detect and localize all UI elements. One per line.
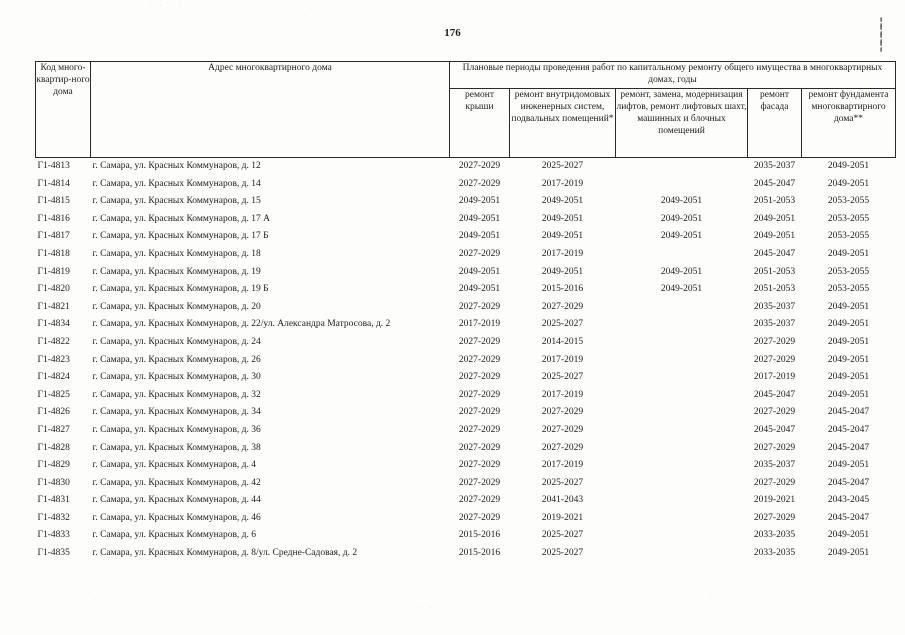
cell-code: Г1-4818 (37, 248, 70, 259)
cell-address: г. Самара, ул. Красных Коммунаров, д. 19 (92, 266, 261, 277)
header-facade: ремонт фасада (748, 89, 802, 158)
cell-address: г. Самара, ул. Красных Коммунаров, д. 30 (92, 372, 261, 383)
table-row (36, 264, 896, 282)
table-row (36, 457, 896, 475)
cell-code: Г1-4821 (37, 301, 70, 312)
cell-code: Г1-4834 (37, 319, 70, 330)
cell-lifts (616, 352, 748, 370)
cell-lifts (616, 176, 748, 194)
cell-roof: 2027-2029 (458, 336, 501, 347)
cell-systems: 2017-2019 (541, 389, 584, 400)
cell-facade: 2051-2053 (753, 196, 796, 207)
cell-lifts (616, 158, 748, 176)
table-row (36, 193, 896, 211)
cell-code: Г1-4831 (37, 495, 70, 506)
cell-lifts (616, 545, 748, 563)
cell-lifts (616, 527, 748, 545)
cell-lifts (616, 334, 748, 352)
cell-roof: 2015-2016 (458, 530, 501, 541)
table-row (36, 387, 896, 405)
cell-lifts (616, 510, 748, 528)
cell-facade: 2045-2047 (753, 389, 796, 400)
cell-address: г. Самара, ул. Красных Коммунаров, д. 14 (92, 178, 261, 189)
table-row (36, 334, 896, 352)
cell-facade: 2051-2053 (753, 266, 796, 277)
cell-facade: 2049-2051 (753, 231, 796, 242)
cell-lifts (616, 316, 748, 334)
cell-systems: 2025-2027 (541, 372, 584, 383)
cell-lifts (616, 492, 748, 510)
table-row (36, 246, 896, 264)
cell-code: Г1-4819 (37, 266, 70, 277)
cell-facade: 2027-2029 (753, 336, 796, 347)
page-number: 176 (444, 27, 461, 39)
cell-facade: 2027-2029 (753, 354, 796, 365)
cell-facade: 2035-2037 (753, 161, 796, 171)
cell-code: Г1-4813 (37, 161, 70, 171)
cell-systems: 2025-2027 (541, 530, 584, 541)
cell-code: Г1-4824 (37, 372, 70, 383)
cell-code: Г1-4833 (37, 530, 70, 541)
cell-lifts: 2049-2051 (660, 213, 703, 224)
cell-lifts (616, 387, 748, 405)
cell-roof: 2027-2029 (458, 161, 501, 171)
cell-address: г. Самара, ул. Красных Коммунаров, д. 36 (92, 424, 261, 435)
cell-foundation: 2049-2051 (827, 178, 870, 189)
cell-facade: 2035-2037 (753, 460, 796, 471)
cell-lifts (616, 475, 748, 493)
cell-foundation: 2053-2055 (827, 266, 870, 277)
cell-code: Г1-4826 (37, 407, 70, 418)
cell-systems: 2017-2019 (541, 248, 584, 259)
cell-facade: 2027-2029 (753, 407, 796, 418)
cell-lifts (616, 299, 748, 317)
cell-systems: 2019-2021 (541, 512, 584, 523)
cell-roof: 2015-2016 (458, 548, 501, 559)
cell-code: Г1-4830 (37, 477, 70, 488)
cell-roof: 2027-2029 (458, 354, 501, 365)
repair-schedule-table (35, 61, 896, 563)
cell-facade: 2035-2037 (753, 319, 796, 330)
scan-noise: · · ˙ (420, 605, 444, 611)
cell-facade: 2049-2051 (753, 213, 796, 224)
cell-foundation: 2045-2047 (827, 407, 870, 418)
cell-systems: 2027-2029 (541, 407, 584, 418)
cell-address: г. Самара, ул. Красных Коммунаров, д. 42 (92, 477, 261, 488)
cell-systems: 2025-2027 (541, 161, 584, 171)
table-row (36, 281, 896, 299)
cell-address: г. Самара, ул. Красных Коммунаров, д. 17 Б (92, 231, 269, 242)
table-row (36, 545, 896, 563)
cell-roof: 2027-2029 (458, 442, 501, 453)
cell-facade: 2033-2035 (753, 548, 796, 559)
cell-facade: 2033-2035 (753, 530, 796, 541)
cell-address: г. Самара, ул. Красных Коммунаров, д. 20 (92, 301, 261, 312)
cell-foundation: 2049-2051 (827, 530, 870, 541)
cell-lifts: 2049-2051 (660, 266, 703, 277)
cell-address: г. Самара, ул. Красных Коммунаров, д. 19 Б (92, 284, 269, 295)
cell-roof: 2049-2051 (458, 196, 501, 207)
cell-address: г. Самара, ул. Красных Коммунаров, д. 18 (92, 248, 261, 259)
cell-address: г. Самара, ул. Красных Коммунаров, д. 15 (92, 196, 261, 207)
cell-roof: 2027-2029 (458, 372, 501, 383)
table-row (36, 369, 896, 387)
header-roof: ремонт крыши (450, 89, 510, 158)
cell-foundation: 2049-2051 (827, 336, 870, 347)
table-row (36, 316, 896, 334)
table-row (36, 510, 896, 528)
table-row (36, 352, 896, 370)
cell-facade: 2051-2053 (753, 284, 796, 295)
cell-systems: 2025-2027 (541, 319, 584, 330)
cell-foundation: 2043-2045 (827, 495, 870, 506)
table-row (36, 158, 896, 176)
cell-systems: 2025-2027 (541, 548, 584, 559)
cell-systems: 2049-2051 (541, 266, 584, 277)
cell-code: Г1-4829 (37, 460, 70, 471)
table-row (36, 527, 896, 545)
cell-address: г. Самара, ул. Красных Коммунаров, д. 26 (92, 354, 261, 365)
cell-facade: 2035-2037 (753, 301, 796, 312)
header-code: Код много-квартир-ного дома (36, 62, 91, 158)
cell-facade: 2045-2047 (753, 248, 796, 259)
cell-roof: 2027-2029 (458, 477, 501, 488)
cell-roof: 2049-2051 (458, 231, 501, 242)
cell-roof: 2027-2029 (458, 424, 501, 435)
cell-address: г. Самара, ул. Красных Коммунаров, д. 24 (92, 336, 261, 347)
table-row (36, 440, 896, 458)
cell-roof: 2027-2029 (458, 407, 501, 418)
cell-foundation: 2049-2051 (827, 460, 870, 471)
cell-code: Г1-4825 (37, 389, 70, 400)
cell-foundation: 2049-2051 (827, 161, 870, 171)
cell-roof: 2027-2029 (458, 248, 501, 259)
cell-roof: 2049-2051 (458, 266, 501, 277)
cell-address: г. Самара, ул. Красных Коммунаров, д. 12 (92, 161, 261, 171)
cell-lifts (616, 404, 748, 422)
cell-lifts (616, 422, 748, 440)
cell-address: г. Самара, ул. Красных Коммунаров, д. 38 (92, 442, 261, 453)
cell-roof: 2017-2019 (458, 319, 501, 330)
header-systems: ремонт внутридомовых инженерных систем, подвальных помещений* (510, 89, 616, 158)
cell-roof: 2027-2029 (458, 301, 501, 312)
cell-lifts (616, 457, 748, 475)
scan-edge-mark: ╏ ╏ ╏ ╏ (877, 18, 885, 53)
cell-roof: 2027-2029 (458, 512, 501, 523)
cell-systems: 2015-2016 (541, 284, 584, 295)
cell-lifts (616, 440, 748, 458)
table-row (36, 228, 896, 246)
scan-noise: · ˙ · · ˙ (60, 590, 103, 596)
cell-lifts (616, 369, 748, 387)
table-row (36, 299, 896, 317)
cell-address: г. Самара, ул. Красных Коммунаров, д. 46 (92, 512, 261, 523)
header-foundation: ремонт фундамента многоквартирного дома** (802, 89, 896, 158)
table-row (36, 492, 896, 510)
table-row (36, 176, 896, 194)
scan-noise: ˙ · · (300, 6, 324, 12)
cell-systems: 2017-2019 (541, 354, 584, 365)
table-row (36, 211, 896, 229)
header-address: Адрес многоквартирного дома (91, 62, 450, 158)
cell-systems: 2014-2015 (541, 336, 584, 347)
cell-facade: 2045-2047 (753, 178, 796, 189)
cell-code: Г1-4835 (37, 548, 70, 559)
cell-roof: 2027-2029 (458, 178, 501, 189)
cell-address: г. Самара, ул. Красных Коммунаров, д. 4 (92, 460, 257, 471)
cell-code: Г1-4817 (37, 231, 70, 242)
cell-roof: 2027-2029 (458, 389, 501, 400)
cell-foundation: 2045-2047 (827, 442, 870, 453)
cell-roof: 2049-2051 (458, 213, 501, 224)
cell-code: Г1-4820 (37, 284, 70, 295)
cell-lifts: 2049-2051 (660, 284, 703, 295)
cell-roof: 2027-2029 (458, 460, 501, 471)
cell-systems: 2017-2019 (541, 460, 584, 471)
cell-foundation: 2049-2051 (827, 301, 870, 312)
cell-roof: 2049-2051 (458, 284, 501, 295)
cell-systems: 2049-2051 (541, 231, 584, 242)
cell-systems: 2017-2019 (541, 178, 584, 189)
cell-facade: 2017-2019 (753, 372, 796, 383)
cell-address: г. Самара, ул. Красных Коммунаров, д. 34 (92, 407, 261, 418)
cell-address: г. Самара, ул. Красных Коммунаров, д. 44 (92, 495, 261, 506)
cell-foundation: 2053-2055 (827, 196, 870, 207)
scan-noise: · · ˙ · · (150, 3, 193, 9)
cell-foundation: 2053-2055 (827, 213, 870, 224)
table-row (36, 404, 896, 422)
table-row (36, 422, 896, 440)
cell-lifts: 2049-2051 (660, 231, 703, 242)
cell-address: г. Самара, ул. Красных Коммунаров, д. 32 (92, 389, 261, 400)
cell-facade: 2027-2029 (753, 442, 796, 453)
cell-foundation: 2049-2051 (827, 548, 870, 559)
cell-systems: 2027-2029 (541, 442, 584, 453)
cell-address: г. Самара, ул. Красных Коммунаров, д. 8/ул. Средне-Садовая, д. 2 (92, 548, 358, 559)
cell-facade: 2027-2029 (753, 477, 796, 488)
cell-systems: 2027-2029 (541, 301, 584, 312)
cell-code: Г1-4814 (37, 178, 70, 189)
cell-code: Г1-4823 (37, 354, 70, 365)
cell-systems: 2049-2051 (541, 196, 584, 207)
cell-systems: 2041-2043 (541, 495, 584, 506)
cell-facade: 2045-2047 (753, 424, 796, 435)
cell-systems: 2027-2029 (541, 424, 584, 435)
cell-foundation: 2045-2047 (827, 512, 870, 523)
cell-code: Г1-4832 (37, 512, 70, 523)
cell-facade: 2027-2029 (753, 512, 796, 523)
cell-address: г. Самара, ул. Красных Коммунаров, д. 6 (92, 530, 257, 541)
cell-code: Г1-4827 (37, 424, 70, 435)
scan-noise: ˙ · · (700, 595, 724, 601)
table-row (36, 475, 896, 493)
header-lifts: ремонт, замена, модернизация лифтов, ремонт лифтовых шахт, машинных и блочных помещений (616, 89, 748, 158)
cell-code: Г1-4828 (37, 442, 70, 453)
cell-foundation: 2049-2051 (827, 319, 870, 330)
cell-lifts: 2049-2051 (660, 196, 703, 207)
cell-lifts (616, 246, 748, 264)
cell-foundation: 2045-2047 (827, 424, 870, 435)
cell-foundation: 2049-2051 (827, 372, 870, 383)
cell-address: г. Самара, ул. Красных Коммунаров, д. 17 А (92, 213, 271, 224)
cell-foundation: 2053-2055 (827, 231, 870, 242)
cell-foundation: 2049-2051 (827, 389, 870, 400)
cell-foundation: 2049-2051 (827, 248, 870, 259)
cell-code: Г1-4815 (37, 196, 70, 207)
cell-code: Г1-4816 (37, 213, 70, 224)
cell-facade: 2019-2021 (753, 495, 796, 506)
cell-roof: 2027-2029 (458, 495, 501, 506)
cell-foundation: 2045-2047 (827, 477, 870, 488)
cell-foundation: 2053-2055 (827, 284, 870, 295)
cell-address: г. Самара, ул. Красных Коммунаров, д. 22/ул. Александра Матросова, д. 2 (92, 319, 391, 330)
cell-code: Г1-4822 (37, 336, 70, 347)
cell-foundation: 2049-2051 (827, 354, 870, 365)
cell-systems: 2025-2027 (541, 477, 584, 488)
header-periods-group: Плановые периоды проведения работ по капитальному ремонту общего имущества в многоквартирных домах, годы (450, 62, 896, 89)
cell-systems: 2049-2051 (541, 213, 584, 224)
